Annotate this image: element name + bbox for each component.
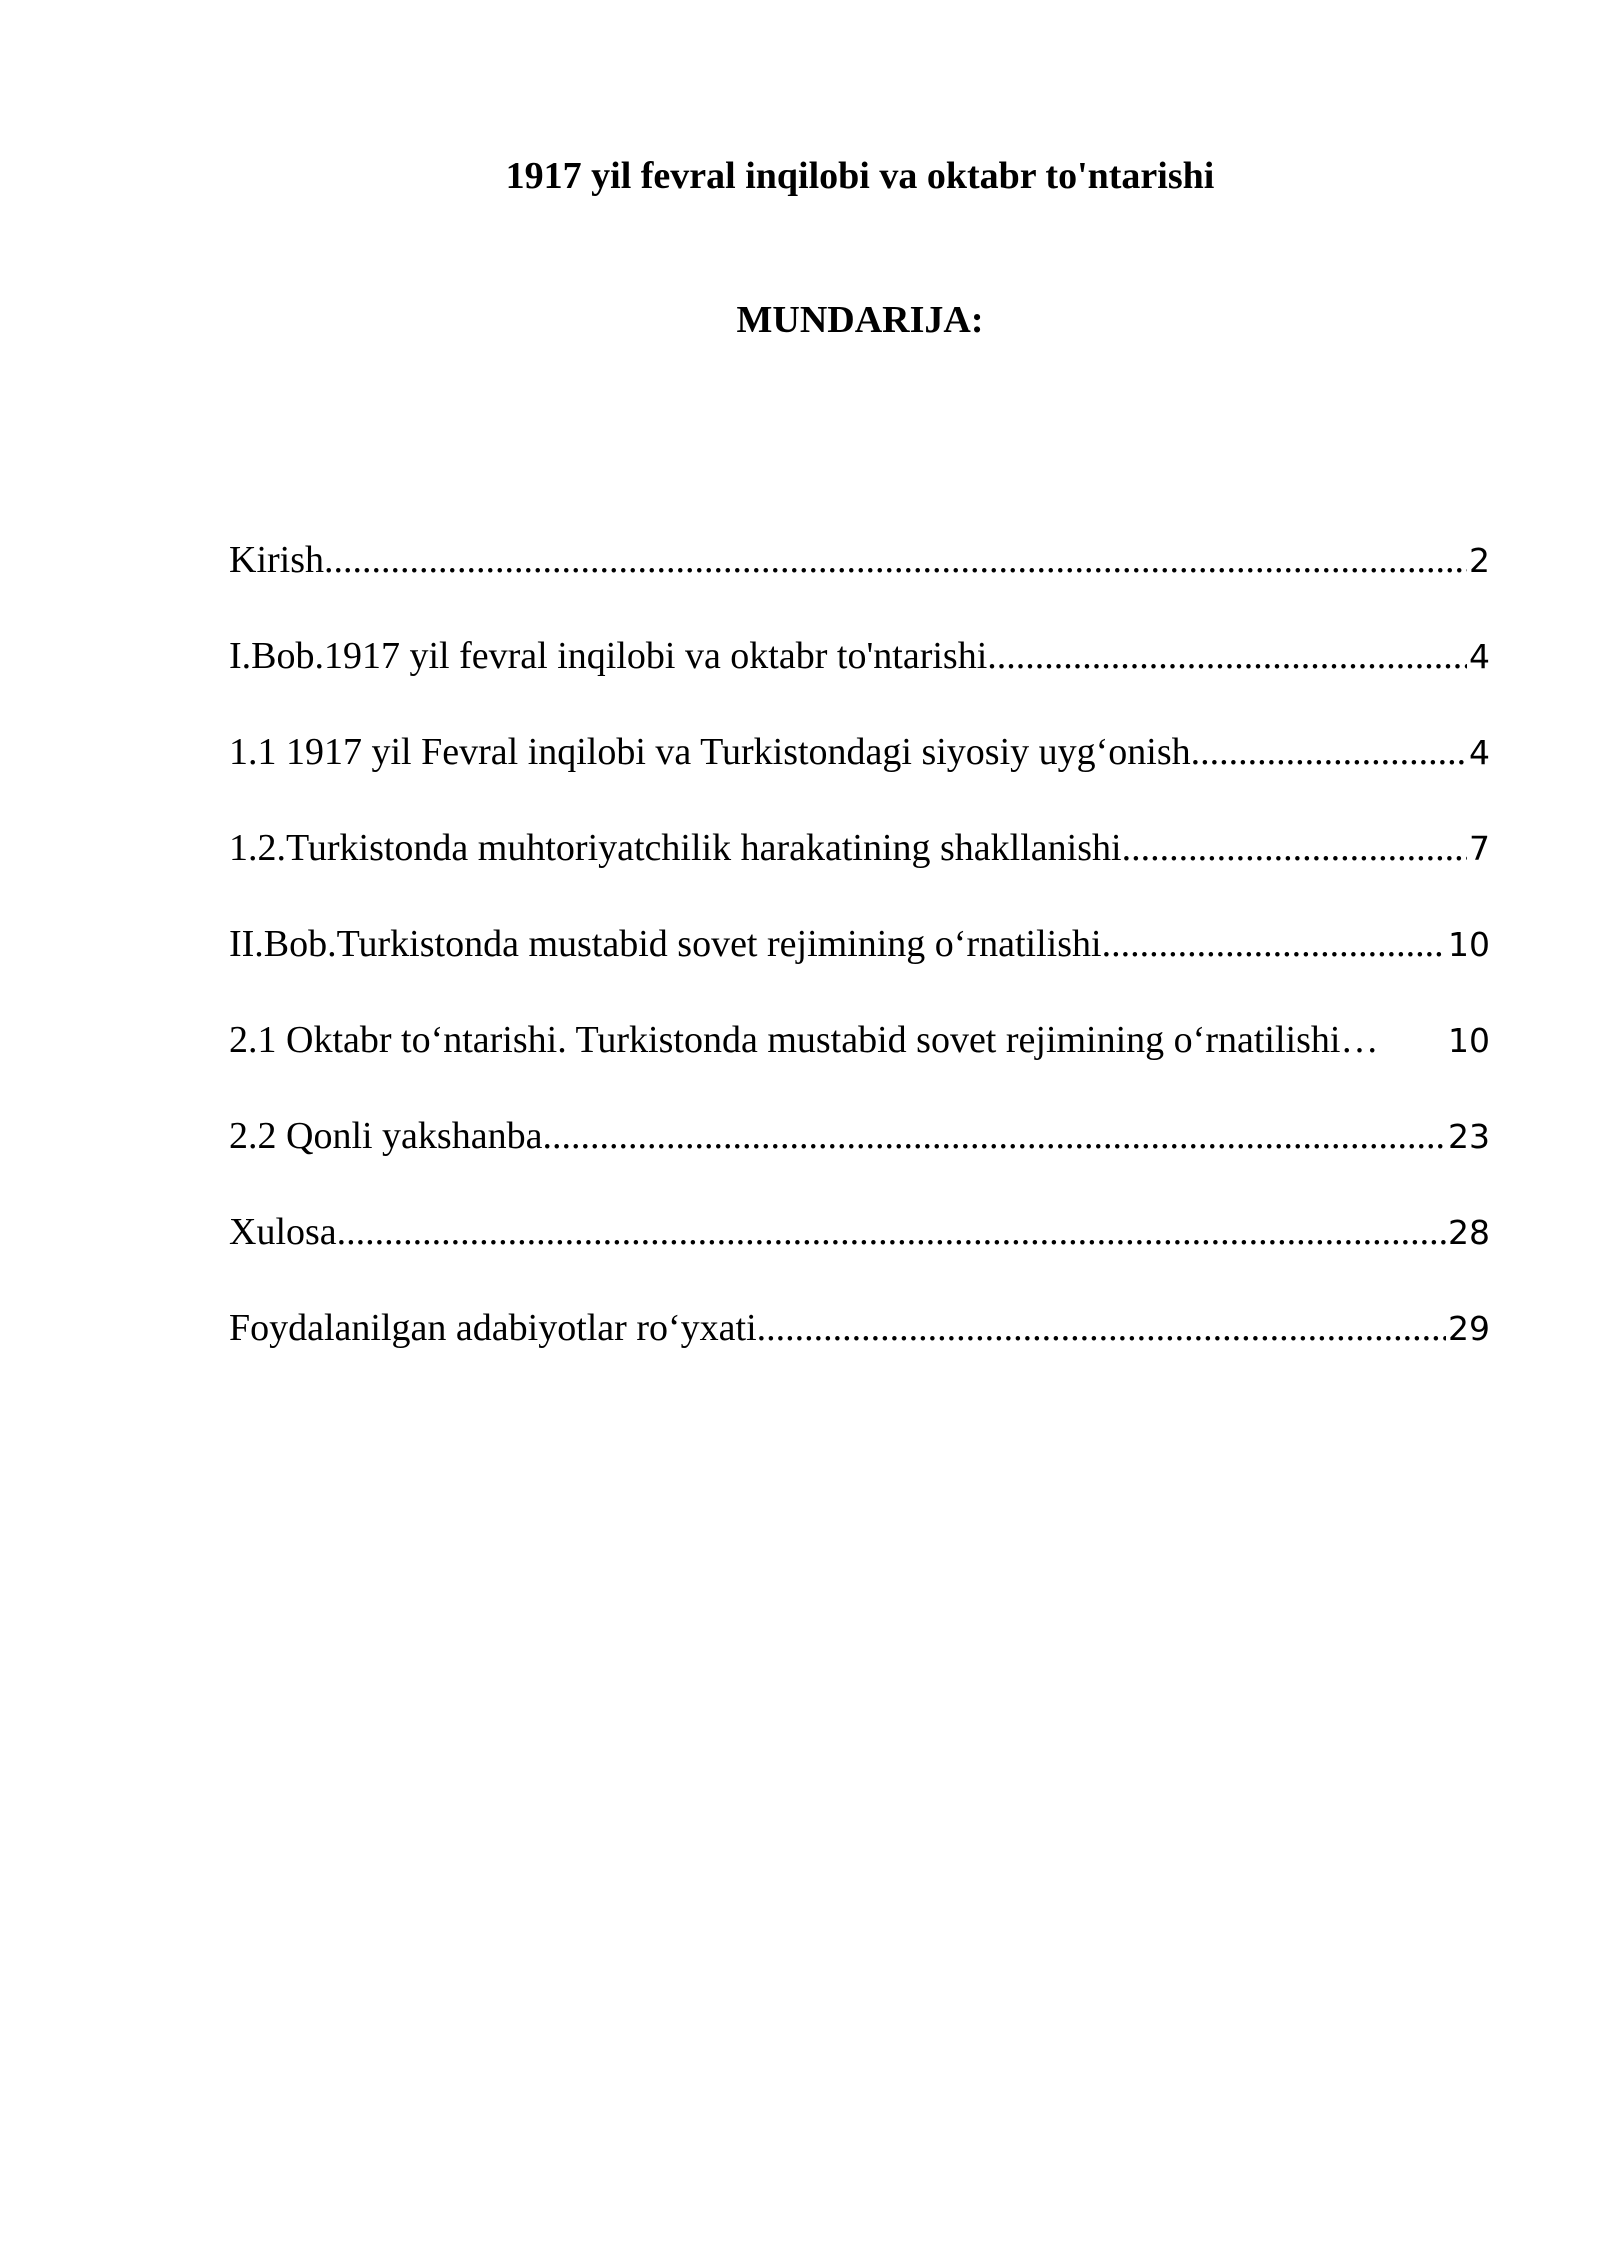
- toc-dot-leader: [542, 1108, 1446, 1164]
- toc-entry-chapter-2[interactable]: [229, 916, 1490, 1012]
- toc-entry-kirish[interactable]: [229, 532, 1490, 628]
- toc-entry-page-number: 2: [1469, 541, 1490, 580]
- table-of-contents: [229, 532, 1490, 1396]
- toc-entry-section-1-2[interactable]: [229, 820, 1490, 916]
- document-title: 1917 yil fevral inqilobi va oktabr to'ntarishi: [505, 155, 1215, 197]
- toc-entry-page-number: 4: [1469, 733, 1490, 772]
- toc-entry-bibliography[interactable]: [229, 1300, 1490, 1396]
- toc-entry-label: II.Bob.Turkistonda mustabid sovet rejimining o‘rnatilishi: [229, 923, 1102, 965]
- toc-dot-leader: [1122, 820, 1467, 876]
- toc-entry-xulosa[interactable]: [229, 1204, 1490, 1300]
- toc-entry-page-number: 23: [1448, 1117, 1490, 1156]
- toc-entry-page-number: 29: [1448, 1309, 1490, 1348]
- toc-entry-page-number: 10: [1448, 1021, 1490, 1060]
- toc-entry-label: Foydalanilgan adabiyotlar ro‘yxati: [229, 1307, 757, 1349]
- toc-dot-leader: [1102, 916, 1446, 972]
- toc-entry-page-number: 7: [1469, 829, 1490, 868]
- toc-entry-page-number: 4: [1469, 637, 1490, 676]
- toc-entry-label: 2.1 Oktabr to‘ntarishi. Turkistonda mustabid sovet rejimining o‘rnatilishi: [229, 1019, 1341, 1061]
- toc-entry-section-2-2[interactable]: [229, 1108, 1490, 1204]
- toc-entry-section-1-1[interactable]: [229, 724, 1490, 820]
- toc-dot-leader: [987, 628, 1467, 684]
- toc-dot-leader: [1191, 724, 1467, 780]
- toc-entry-label: 2.2 Qonli yakshanba: [229, 1115, 543, 1157]
- toc-dot-leader: [337, 1204, 1446, 1260]
- toc-heading: MUNDARIJA:: [736, 299, 984, 341]
- toc-dot-leader: [1340, 1012, 1446, 1068]
- toc-entry-label: Kirish: [229, 539, 324, 581]
- toc-entry-section-2-1[interactable]: [229, 1012, 1490, 1108]
- toc-dot-leader: [757, 1300, 1446, 1356]
- toc-entry-label: I.Bob.1917 yil fevral inqilobi va oktabr to'ntarishi: [229, 635, 988, 677]
- toc-entry-label: 1.2.Turkistonda muhtoriyatchilik harakatining shakllanishi: [229, 827, 1122, 869]
- toc-entry-page-number: 10: [1448, 925, 1490, 964]
- toc-entry-label: 1.1 1917 yil Fevral inqilobi va Turkistondagi siyosiy uyg‘onish: [229, 731, 1191, 773]
- toc-entry-label: Xulosa: [229, 1211, 337, 1253]
- toc-dot-leader: [324, 532, 1467, 588]
- toc-entry-chapter-1[interactable]: [229, 628, 1490, 724]
- toc-entry-page-number: 28: [1448, 1213, 1490, 1252]
